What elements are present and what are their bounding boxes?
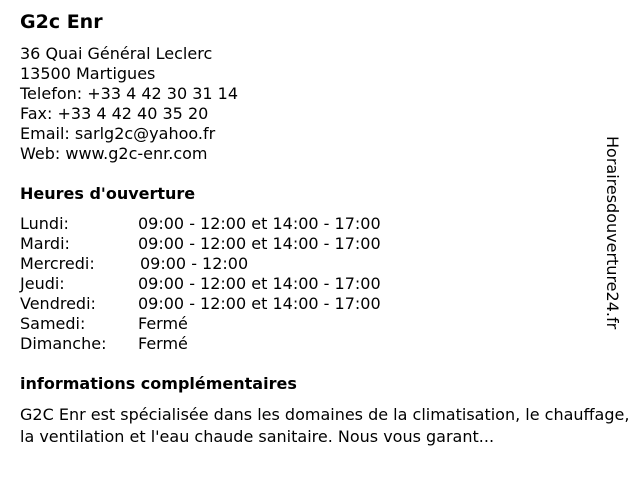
time-value: 09:00 - 12:00 et 14:00 - 17:00 (138, 274, 381, 293)
day-label: Jeudi: (20, 274, 65, 293)
email-address: Email: sarlg2c@yahoo.fr (20, 124, 216, 143)
day-label: Lundi: (20, 214, 69, 233)
site-watermark: Horairesdouverture24.fr (603, 136, 622, 330)
phone-number: Telefon: +33 4 42 30 31 14 (20, 84, 239, 103)
address-street: 36 Quai Général Leclerc (20, 44, 213, 63)
address-city: 13500 Martigues (20, 64, 156, 83)
time-value: Fermé (138, 314, 188, 333)
business-name: G2c Enr (20, 11, 103, 33)
business-description: G2C Enr est spécialisée dans les domaines de la climatisation, le chauffage, la ventilation et l'eau chaude sanitaire. Nous vous garant... (20, 405, 630, 446)
day-label: Samedi: (20, 314, 86, 333)
contact-info (20, 44, 238, 164)
time-value: 09:00 - 12:00 (140, 254, 249, 273)
website: Web: www.g2c-enr.com (20, 144, 208, 163)
fax-number: Fax: +33 4 42 40 35 20 (20, 104, 209, 123)
time-value: Fermé (138, 334, 188, 353)
day-label: Mercredi: (20, 254, 95, 273)
time-value: 09:00 - 12:00 et 14:00 - 17:00 (138, 214, 381, 233)
day-label: Vendredi: (20, 294, 96, 313)
opening-hours-heading: Heures d'ouverture (20, 184, 196, 203)
time-value: 09:00 - 12:00 et 14:00 - 17:00 (138, 234, 381, 253)
day-label: Dimanche: (20, 334, 107, 353)
day-label: Mardi: (20, 234, 70, 253)
time-value: 09:00 - 12:00 et 14:00 - 17:00 (138, 294, 381, 313)
additional-info-heading: informations complémentaires (20, 374, 297, 393)
